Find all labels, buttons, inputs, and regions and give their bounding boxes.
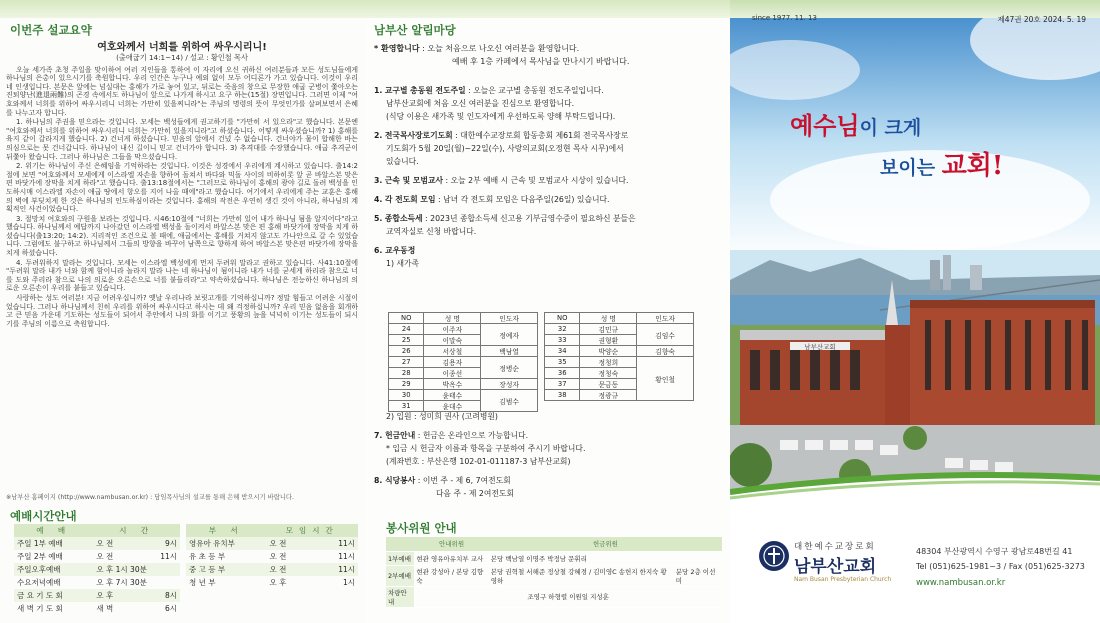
church-english-name: Nam Busan Presbyterian Church [794,576,892,583]
sermon-title: 여호와께서 너희를 위하여 싸우시리니! [97,42,267,53]
welcome-notice: * 환영합니다 : 오늘 처음으로 나오신 여러분을 환영합니다. 예배 후 1층 카페에서 목사님을 만나시기 바랍니다. [374,44,630,66]
announcement-panel [366,0,730,623]
table-row: 33 권형환 [545,335,694,346]
sermon-paragraph: 오늘 세가족 초청 주일을 맞이하여 여러 지인들을 통하여 이 자리에 오신 귀하신 여러분들과 모든 성도님들에게 하나님의 은총이 있으시기를 축원합니다. 우리 인간은 누구나 예외 없이 모두 어디론가 가고 있습니다. 이것이 우리네 인생입니다. 본문은 앞에는 넘실대는 홍해가 가로 놓여 있고, 뒤로는 죽음의 창으로 무장한 애굽 군병이 쫓아오는 진퇴양난(進退兩難)의 곤경 속에서도 하나님이 앞으로 나가게 하시고 요구 하는(15절) 장면입니다. 그러면 이제 "여호와께서 너희를 위하여 싸우시리니 너희는 가만히 있을찌니라"는 주님의 명령의 뜻이 무엇인가를 살펴보면서 은혜를 나누고자 합니다. [6,65,358,117]
panel-top-band [366,0,730,18]
sermon-paragraph: 3. 절망치 여호와의 구원을 보라는 것입니다. 시46:10절에 "너희는 가만히 있어 내가 하나님 됨을 알지어다"라고 했습니다. 하나님께서 예답까지 나아갔던 이스라엘 백성을 돌이켜서 바알스본 맞은 편 홍해 바닷가에 장막을 치게 하셨습니다(출13:20; 14:2). 지리적인 조건으로 볼 때에, 애굽에서는 홍해를 거쳐지 않고도 가나안으로 갈 수 있었습니다. 그럼에도 불구하고 하나님께서 그들의 방향을 바꾸어 남쪽으로 향하게 하여 바알스본 맞은편 바닷가에 장막을 치게 하셨습니다. [6,214,358,258]
sermon-subtitle: (출애굽기 14:1~14) / 설교 : 황인철 목사 [116,53,248,62]
table-row: 새 벽 기 도 회 새 벽 6시 [17,604,177,613]
table-row: 2부예배 현관 강성아 / 본당 김향숙 본당 권혁철 서해준 정상철 강혜경 / 김미영C 송헌지 한지숙 황영하 분당 2층 이선미 [386,565,722,586]
church-photo [730,250,1100,495]
table-row: 35 정청희 황인철 [545,357,694,368]
notice-list-bottom: 2) 입원 : 성미희 권사 (고려병원) 7. 헌금안내 : 헌금은 온라인으로 가능합니다. * 입금 시 헌금자 이름과 항목을 구분하여 주시기 바랍니다. (계좌번호 : 부산은행 102-01-011187-3 남부산교회) 8. 식당봉사 : 이번 주 - 제 6, 7여전도회 다음 주 - 제 2여전도회 [374,410,724,500]
since-date: since 1977. 11. 13 [752,14,817,22]
sermon-summary [6,42,358,329]
table-row: 24 이주자 정예자 [389,324,538,335]
members-news-title: 6. 교우동정 [374,246,416,255]
notice-list [374,84,724,270]
volunteer-table: 안내위원 헌금위원 1부예배 현관 영유아유치부 교사 본당 백남열 이명주 박정남 문휘리 2부예배 현관 강성아 / 본당 김향숙 본당 권혁철 서해준 정상철 강혜경 / 김미영C 송헌지 한지숙 황영하 분당 2층 이선미 차량안내 조영구 하형렬 이원일 지성훈 [386,537,722,608]
new-family-label: 1) 새가족 [386,259,420,268]
department-table: 부 서 모임시간 영유아 유치부 오 전 11시 유 초 등 부 오 전 11시 중 고 등 부 오 전 11시 청 년 부 오 후 1시 [186,524,358,589]
notice-item: 5. 종합소득세 : 2023년 종합소득세 신고용 기부금영수증이 필요하신 분들은 교역자실로 신청 바랍니다. [374,214,636,236]
table-row: 중 고 등 부 오 전 11시 [186,563,358,576]
worship-time-title: 예배시간안내 [10,509,77,523]
new-family-table-left: NO 성 명 인도자 24 이주자 정예자 25 이말숙 26 서상철 백남열 27 김용자 정병순 28 이종선 29 박옥수 장성자 30 윤태수 김범수 31 윤대수 [388,312,538,412]
table-row: 주일오후예배 오 후 1시 30분 [14,563,180,576]
table-row: 28 이종선 [389,368,538,379]
cover-panel [730,0,1100,623]
notice-item: 1. 교구별 총동원 전도주일 : 오늘은 교구별 총동원 전도주일입니다. 남부산교회에 처음 오신 여러분을 진심으로 환영합니다. (식당 이용은 새가족 및 인도자에게 우선하도록 양해 부탁드립니다). [374,86,616,121]
notice-item: 4. 각 전도회 모임 : 남녀 각 전도회 모임은 다음주일(26일) 있습니다. [374,195,610,204]
church-emblem-icon [758,540,790,572]
church-address: 48304 부산광역시 수영구 광남로48번길 41 [916,547,1073,556]
sermon-paragraph: 2. 위기는 하나님이 주신 은혜임을 기억하라는 것입니다. 이것은 성경에서 우리에게 계시하고 있습니다. 출14:2절에 보면 "여호와께서 모세에게 이스라엘 자손을 향하여 돌쳐서 바다와 믹돌 사이의 비하히롯 앞 곧 바알스본 맞은 편 바닷가에 장막을 치게 하라"고 했습니다. 출13:18절에서는 "그러므로 하나님이 홍해의 광야 길로 돌려 백성을 인도하시매 이스라엘 자손이 애굽 땅에서 항오를 지어 나올 때에"라고 했습니다. 여기에서 우리에게 주는 교훈은 홍해의 벽에 부딪치게 한 것은 하나님의 인도하심이라는 것입니다. 홍해의 작전은 우연히 생긴 것이 아니라, 하나님의 계획적인 사건이었습니다. [6,162,358,214]
homepage-note: ※남부산 홈페이지 (http://www.nambusan.or.kr) : 담임목사님의 설교를 통해 은혜 받으시기 바랍니다. [6,494,295,501]
sermon-paragraph: 1. 하나님의 주권을 믿으라는 것입니다. 모세는 백성들에게 권고하기를 "가만히 서 있으라"고 했습니다. 본문엔 "여호와께서 너희를 위하여 싸우시리니 너희는 가만히 있을지니라"고 하셨습니다. 어떻게 싸우셨습니까? 1) 홍해를 육지 같이 갈라지게 했습니다. 2) 건너게 하셨습니다. 믿음의 앞에서 건넜 수 없습니다. 건너야가 물이 합해한 바는 의심으로는 못 건너갑니다. 하나님이 내신 길이니 믿고 건너가야 합니다. 3) 추격대를 수장했습니다. 애굽 추격군이 뒤쫓아 왔습니다. 그러나 하나님은 그들을 막으셨습니다. [6,118,358,161]
worship-table: 예 배 시 간 주일 1부 예배 오 전 9시 주일 2부 예배 오 전 11시 주일오후예배 오 후 1시 30분 수요저녁예배 오 후 7시 30분 금 요 기 도 회 오 후 8시 새 벽 기 도 회 새 벽 6시 [14,524,180,615]
sermon-paragraph: 사랑하는 성도 여러분! 지금 어려우십니까? 옛날 우리나라 보릿고개를 기억하십니까? 정말 힘들고 어려운 시절이었습니다. 그러나 하나님께서 친히 우리를 위하여 싸우시다고 하시는 데 왜 걱정하십니까? 우리 믿음 없음을 회개하고 큰 믿음 가운데 기도하는 성도들이 되어서 주안에서 나의 화를 이기고 풍황의 늪을 넉넉히 이기는 성도들이 되시기를 주님의 이름으로 축원합니다. [6,294,358,328]
table-row: 차량안내 조영구 하형렬 이원일 지성훈 [386,586,722,607]
table-row: 31 윤대수 [389,401,538,412]
table-row: 38 정광규 [545,390,694,401]
green-swoosh [730,470,1100,510]
table-row: 37 문금동 [545,379,694,390]
slogan-line-2: 보이는 교회! [880,151,1004,181]
table-row: 34 박양순 김향숙 [545,346,694,357]
table-row: 금 요 기 도 회 오 후 8시 [14,589,180,602]
table-row: 36 정청숙 [545,368,694,379]
table-row: 청 년 부 오 후 1시 [189,578,355,587]
table-row: 유 초 등 부 오 전 11시 [189,552,355,561]
table-row: 주일 2부 예배 오 전 11시 [17,552,177,561]
table-row: 영유아 유치부 오 전 11시 [186,537,358,550]
building-sign-text: 남부산교회 [804,343,836,351]
panel-top-band [0,0,366,18]
church-phone: Tel (051)625-1981~3 / Fax (051)625-3273 [916,562,1085,571]
table-row: 32 김민규 김임수 [545,324,694,335]
notice-item: 2. 전국목사장로기도회 : 대한예수교장로회 합동총회 제61회 전국목사장로 기도회가 5월 20일(월)~22일(수), 사랑의교회(오정현 목사 시무)에서 있습니다. [374,131,629,166]
table-row: 수요저녁예배 오 후 7시 30분 [17,578,147,587]
new-family-table-right: NO 성 명 인도자 32 김민규 김임수 33 권형환 34 박양순 김향숙 35 정청희 황인철 36 정청숙 37 문금동 38 정광규 [544,312,694,401]
denomination-name: 대한예수교장로회 [794,542,876,552]
hospital-notice: 2) 입원 : 성미희 권사 (고려병원) [386,412,498,421]
table-row: 29 박옥수 장성자 [389,379,538,390]
slogan-line-1: 예수님이 크게 [790,111,922,140]
table-row: 25 이말숙 [389,335,538,346]
table-row: 30 윤태수 김범수 [389,390,538,401]
church-name: 남부산교회 [794,557,877,577]
table-row: 27 김용자 정병순 [389,357,538,368]
notice-item: 3. 근속 및 모범교사 : 오늘 2부 예배 시 근속 및 모범교사 시상이 있습니다. [374,176,629,185]
volunteer-section-title: 봉사위원 안내 [386,521,457,535]
announcement-section-title: 남부산 알림마당 [374,23,456,37]
sermon-section-title: 이번주 설교요약 [10,23,92,37]
sermon-paragraph: 4. 두려워하지 말라는 것입니다. 모세는 이스라엘 백성에게 먼저 두려워 말라고 권하고 있습니다. 사41:10절에 "두려워 말라 내가 너와 함께 함이니라 놀라지 말라 나는 네 하나님이 됨이니라 내가 너를 굳세게 하리라 참으로 너를 도와 주리라 참으로 나의 의로운 오른손으로 너를 붙들리라"고 약속하셨습니다. 하나님은 전능하신 하나님의 의로운 오른손이 우리를 붙들고 있습니다. [6,258,358,293]
issue-date: 제47권 20호 2024. 5. 19 [997,15,1086,24]
table-row: 26 서상철 백남열 [389,346,538,357]
church-website-link[interactable]: www.nambusan.or.kr [916,578,1006,588]
table-row: 주일 1부 예배 오 전 9시 [14,537,180,550]
sermon-panel [0,0,366,623]
table-row: 1부예배 현관 영유아유치부 교사 본당 백남열 이명주 박정남 문휘리 [386,551,722,565]
